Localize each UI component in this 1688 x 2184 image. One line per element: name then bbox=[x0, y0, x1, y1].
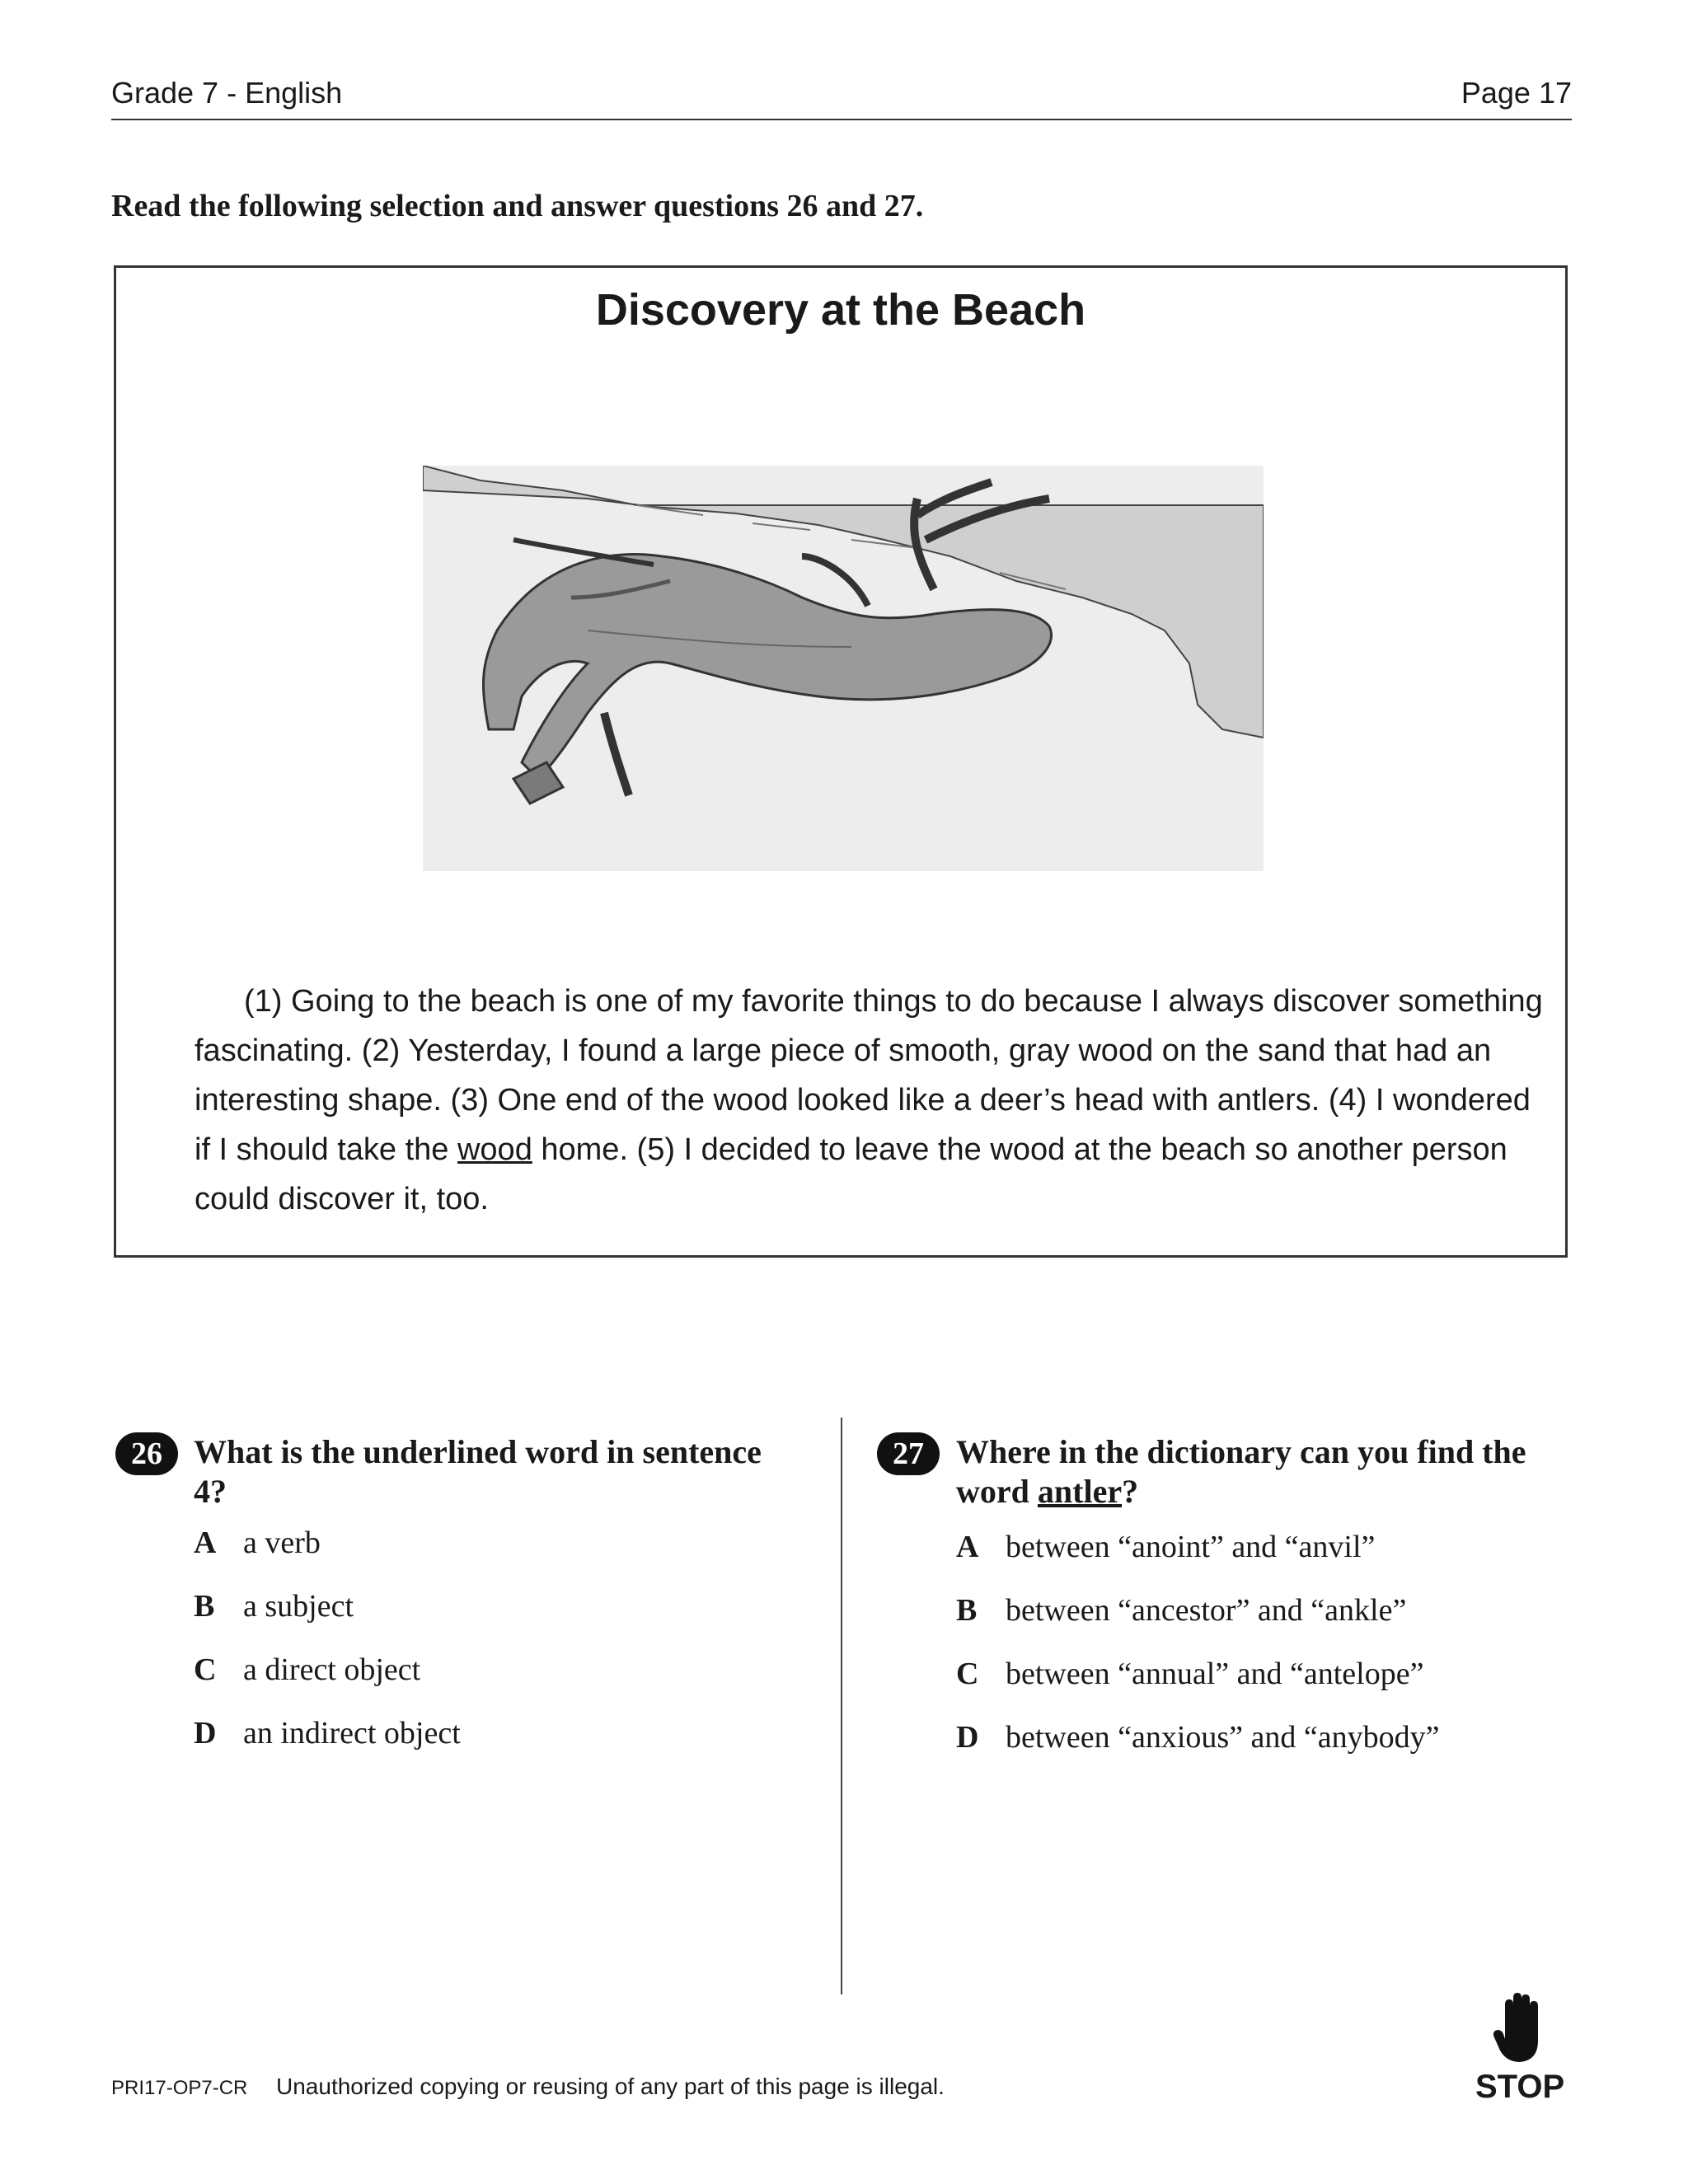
q27-option-b[interactable] bbox=[956, 1592, 1406, 1629]
stem-end: ? bbox=[1122, 1473, 1139, 1510]
q26-option-a[interactable] bbox=[194, 1525, 321, 1561]
option-letter: D bbox=[194, 1716, 217, 1750]
question-27-stem bbox=[956, 1432, 1582, 1511]
header-page-number: Page 17 bbox=[1461, 76, 1572, 110]
driftwood-deer-illustration bbox=[423, 466, 1264, 871]
q26-option-d[interactable] bbox=[194, 1715, 461, 1751]
passage-box bbox=[114, 265, 1568, 1258]
option-letter: D bbox=[956, 1720, 979, 1755]
question-27-number: 27 bbox=[877, 1432, 940, 1475]
q26-option-b[interactable] bbox=[194, 1588, 354, 1624]
option-text: between “ancestor” and “ankle” bbox=[1006, 1593, 1407, 1628]
header-grade-subject: Grade 7 - English bbox=[111, 76, 343, 110]
stop-label: STOP bbox=[1475, 2069, 1565, 2105]
question-26-stem: What is the underlined word in sentence 4? bbox=[194, 1433, 762, 1510]
column-divider bbox=[841, 1418, 842, 1994]
q27-option-c[interactable] bbox=[956, 1656, 1423, 1692]
option-letter: A bbox=[956, 1530, 979, 1564]
q27-option-d[interactable] bbox=[956, 1719, 1440, 1755]
underlined-word-wood: wood bbox=[457, 1132, 532, 1167]
stem-text: Where in the dictionary can you find the word bbox=[956, 1433, 1526, 1510]
instruction-text: Read the following selection and answer questions 26 and 27. bbox=[111, 189, 924, 223]
stop-hand-icon bbox=[1493, 1993, 1543, 2064]
q27-option-a[interactable] bbox=[956, 1529, 1375, 1565]
option-text: between “anoint” and “anvil” bbox=[1006, 1530, 1376, 1564]
option-text: between “anxious” and “anybody” bbox=[1006, 1720, 1440, 1755]
q26-option-c[interactable] bbox=[194, 1652, 420, 1688]
option-letter: C bbox=[194, 1652, 217, 1687]
page-header bbox=[111, 76, 1572, 120]
option-letter: B bbox=[194, 1589, 215, 1624]
footer-copyright-notice: Unauthorized copying or reusing of any part of this page is illegal. bbox=[276, 2074, 945, 2099]
option-text: between “annual” and “antelope” bbox=[1006, 1657, 1424, 1691]
passage-title: Discovery at the Beach bbox=[595, 285, 1086, 335]
underlined-word-antler: antler bbox=[1037, 1473, 1123, 1510]
passage-text bbox=[195, 977, 1546, 1224]
question-26-number: 26 bbox=[115, 1432, 178, 1475]
option-letter: B bbox=[956, 1593, 978, 1628]
passage-text-before: (1) Going to the beach is one of my favorite things to do because I always discover something fascinating. (2) Yesterday, I found a large piece of smooth, gray wood on the sand that had an interesting shape. (3) One end of the wood looked like a deer’s head with antlers. (4) I wondered if I should take the bbox=[195, 984, 1543, 1167]
passage-text-after: home. (5) I decided to leave the wood at the beach so another person could discover it, too. bbox=[195, 1132, 1507, 1216]
option-text: a subject bbox=[243, 1589, 354, 1624]
option-text: a direct object bbox=[243, 1652, 421, 1687]
option-letter: A bbox=[194, 1526, 217, 1560]
option-text: an indirect object bbox=[243, 1716, 461, 1750]
option-text: a verb bbox=[243, 1526, 321, 1560]
footer-form-code: PRI17-OP7-CR bbox=[111, 2077, 248, 2099]
option-letter: C bbox=[956, 1657, 979, 1691]
